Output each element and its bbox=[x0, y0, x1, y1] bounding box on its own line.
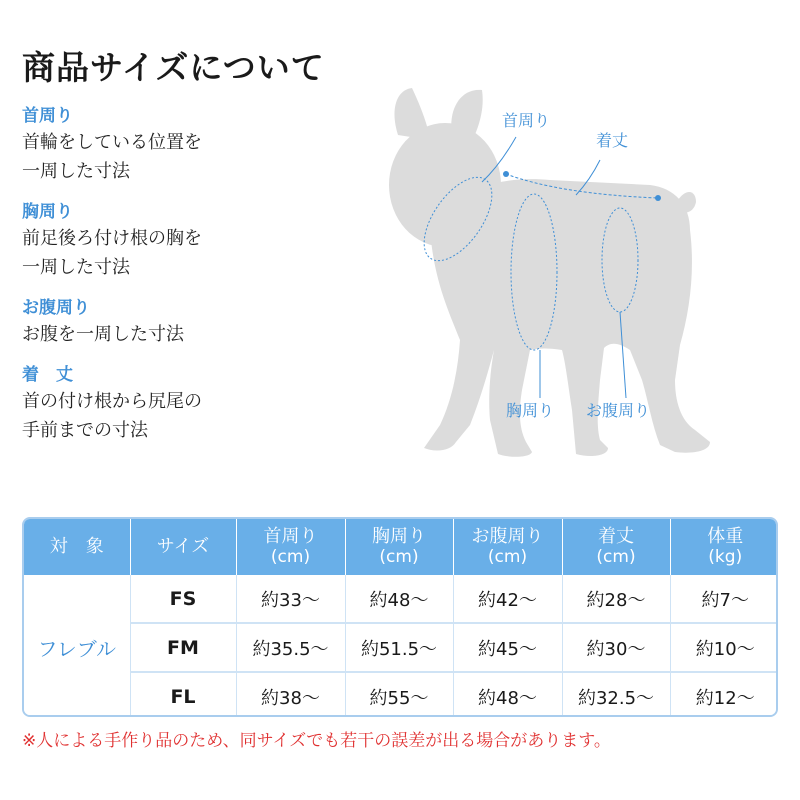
neck-diagram-label: 首周り bbox=[502, 111, 551, 130]
header-weight: 体重 (kg) bbox=[670, 519, 778, 575]
length-cell: 約32.5～ bbox=[562, 672, 670, 717]
page-title: 商品サイズについて bbox=[22, 48, 325, 87]
definition-desc-line: 前足後ろ付け根の胸を bbox=[22, 228, 202, 249]
disclaimer-note: ※人による手作り品のため、同サイズでも若干の誤差が出る場合があります。 bbox=[22, 731, 611, 751]
definition-desc-line: 一周した寸法 bbox=[22, 257, 130, 278]
size-cell: FS bbox=[130, 575, 236, 623]
size-cell: FM bbox=[130, 623, 236, 672]
definition-chest bbox=[22, 200, 352, 282]
table-row bbox=[24, 672, 778, 717]
target-group-cell: フレブル bbox=[24, 575, 130, 717]
belly-cell: 約45～ bbox=[453, 623, 562, 672]
definition-term: お腹周り bbox=[22, 298, 90, 318]
header-target: 対 象 bbox=[24, 519, 130, 575]
dog-diagram-svg bbox=[390, 80, 730, 470]
definition-desc-line: 手前までの寸法 bbox=[22, 420, 148, 441]
neck-cell: 約35.5～ bbox=[236, 623, 345, 672]
table-row bbox=[24, 623, 778, 672]
belly-diagram-label: お腹周り bbox=[586, 401, 651, 420]
weight-cell: 約7～ bbox=[670, 575, 778, 623]
size-table-grid bbox=[24, 519, 778, 717]
header-belly: お腹周り (cm) bbox=[453, 519, 562, 575]
definition-term: 胸周り bbox=[22, 202, 73, 222]
chest-cell: 約48～ bbox=[345, 575, 453, 623]
header-size: サイズ bbox=[130, 519, 236, 575]
belly-cell: 約42～ bbox=[453, 575, 562, 623]
size-cell: FL bbox=[130, 672, 236, 717]
weight-cell: 約10～ bbox=[670, 623, 778, 672]
definition-neck bbox=[22, 104, 352, 186]
definition-list bbox=[22, 104, 352, 459]
dog-diagram bbox=[390, 80, 730, 470]
definition-desc-line: お腹を一周した寸法 bbox=[22, 324, 184, 345]
definition-desc-line: 首輪をしている位置を bbox=[22, 132, 202, 153]
table-header-row bbox=[24, 519, 778, 575]
neck-cell: 約38～ bbox=[236, 672, 345, 717]
definition-term: 着 丈 bbox=[22, 365, 73, 385]
definition-length bbox=[22, 363, 352, 445]
header-neck: 首周り (cm) bbox=[236, 519, 345, 575]
header-chest: 胸周り (cm) bbox=[345, 519, 453, 575]
neck-cell: 約33～ bbox=[236, 575, 345, 623]
definition-desc-line: 一周した寸法 bbox=[22, 161, 130, 182]
definition-desc-line: 首の付け根から尻尾の bbox=[22, 391, 202, 412]
weight-cell: 約12～ bbox=[670, 672, 778, 717]
size-table bbox=[22, 517, 778, 717]
length-cell: 約28～ bbox=[562, 575, 670, 623]
length-cell: 約30～ bbox=[562, 623, 670, 672]
definition-term: 首周り bbox=[22, 106, 73, 126]
chest-cell: 約55～ bbox=[345, 672, 453, 717]
length-diagram-label: 着丈 bbox=[596, 131, 629, 150]
header-length: 着丈 (cm) bbox=[562, 519, 670, 575]
chest-diagram-label: 胸周り bbox=[506, 401, 555, 420]
chest-cell: 約51.5～ bbox=[345, 623, 453, 672]
table-row bbox=[24, 575, 778, 623]
belly-cell: 約48～ bbox=[453, 672, 562, 717]
definition-belly bbox=[22, 296, 352, 349]
